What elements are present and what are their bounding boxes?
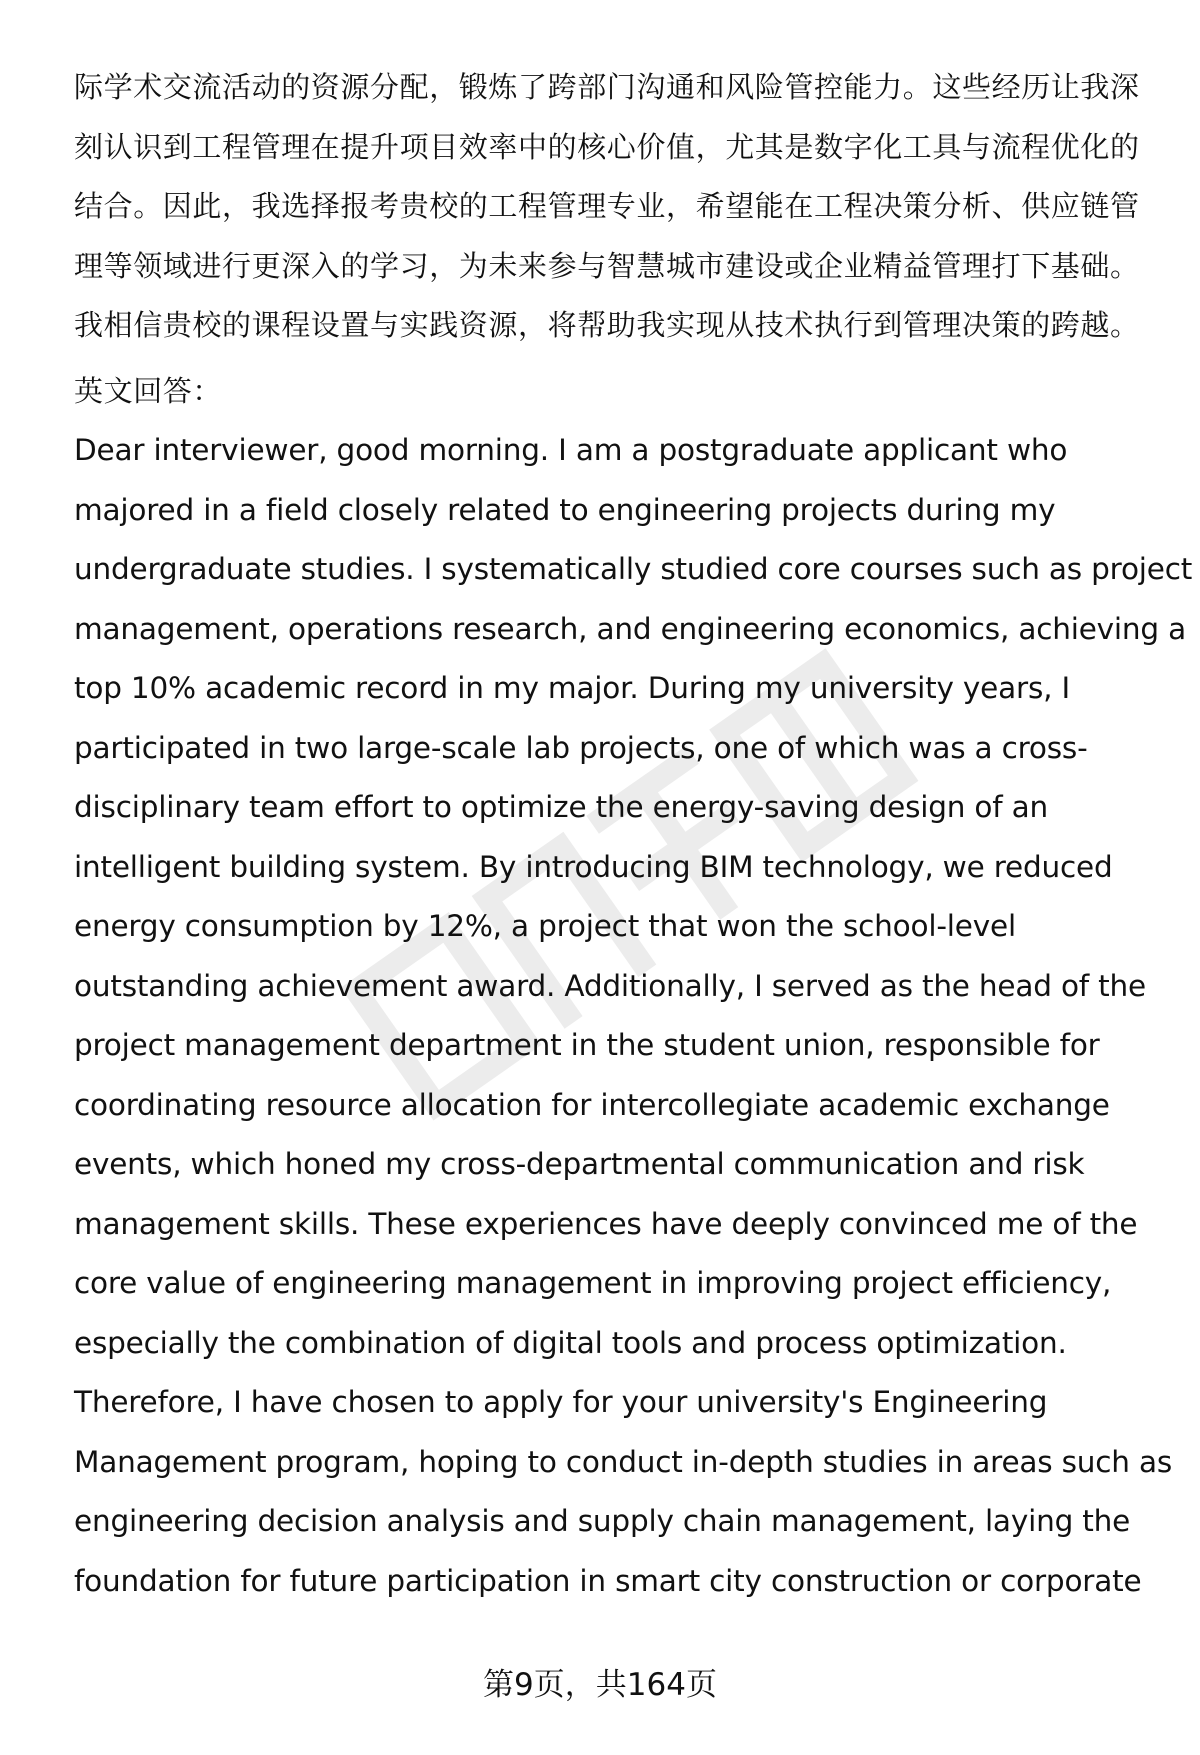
- paragraph-line: 理等领域进行更深入的学习，为未来参与智慧城市建设或企业精益管理打下基础。: [74, 248, 1140, 283]
- paragraph-line: 结合。因此，我选择报考贵校的工程管理专业，希望能在工程决策分析、供应链管: [74, 189, 1140, 223]
- english-answer-heading-wrap: [74, 362, 1154, 422]
- paragraph-line: foundation for future participation in smart city construction or corporate: [74, 1563, 1142, 1598]
- paragraph-line: engineering decision analysis and supply chain management, laying the: [74, 1504, 1131, 1538]
- paragraph-line: Therefore, I have chosen to apply for your university's Engineering: [74, 1385, 1048, 1419]
- english-paragraph: [74, 421, 1193, 1611]
- page-number-footer: 第9页，共164页: [483, 1667, 717, 1703]
- page-content: [74, 58, 1193, 1611]
- paragraph-line: 际学术交流活动的资源分配，锻炼了跨部门沟通和风险管控能力。这些经历让我深: [74, 70, 1140, 104]
- paragraph-line: management, operations research, and engineering economics, achieving a: [74, 611, 1187, 646]
- paragraph-line: Dear interviewer, good morning. I am a postgraduate applicant who: [74, 433, 1068, 467]
- paragraph-line: core value of engineering management in improving project efficiency,: [74, 1266, 1112, 1300]
- paragraph-line: disciplinary team effort to optimize the energy-saving design of an: [74, 790, 1049, 824]
- paragraph-line: management skills. These experiences have deeply convinced me of the: [74, 1206, 1138, 1241]
- paragraph-line: coordinating resource allocation for intercollegiate academic exchange: [74, 1087, 1110, 1122]
- english-answer-heading: 英文回答：: [74, 373, 223, 408]
- paragraph-line: outstanding achievement award. Additionally, I served as the head of the: [74, 968, 1146, 1003]
- paragraph-line: energy consumption by 12%, a project that won the school-level: [74, 909, 1016, 943]
- paragraph-line: 刻认识到工程管理在提升项目效率中的核心价值，尤其是数字化工具与流程优化的: [74, 129, 1140, 164]
- paragraph-line: events, which honed my cross-departmental communication and risk: [74, 1147, 1085, 1181]
- paragraph-line: intelligent building system. By introducing BIM technology, we reduced: [74, 849, 1113, 884]
- paragraph-line: undergraduate studies. I systematically studied core courses such as project: [74, 552, 1193, 586]
- paragraph-line: project management department in the student union, responsible for: [74, 1028, 1100, 1062]
- chinese-paragraph: [74, 58, 1154, 356]
- paragraph-line: majored in a field closely related to engineering projects during my: [74, 492, 1056, 527]
- paragraph-line: participated in two large-scale lab projects, one of which was a cross-: [74, 730, 1088, 765]
- paragraph-line: top 10% academic record in my major. During my university years, I: [74, 671, 1070, 705]
- paragraph-line: 我相信贵校的课程设置与实践资源，将帮助我实现从技术执行到管理决策的跨越。: [74, 308, 1140, 342]
- paragraph-line: especially the combination of digital tools and process optimization.: [74, 1325, 1067, 1360]
- paragraph-line: Management program, hoping to conduct in-depth studies in areas such as: [74, 1444, 1173, 1479]
